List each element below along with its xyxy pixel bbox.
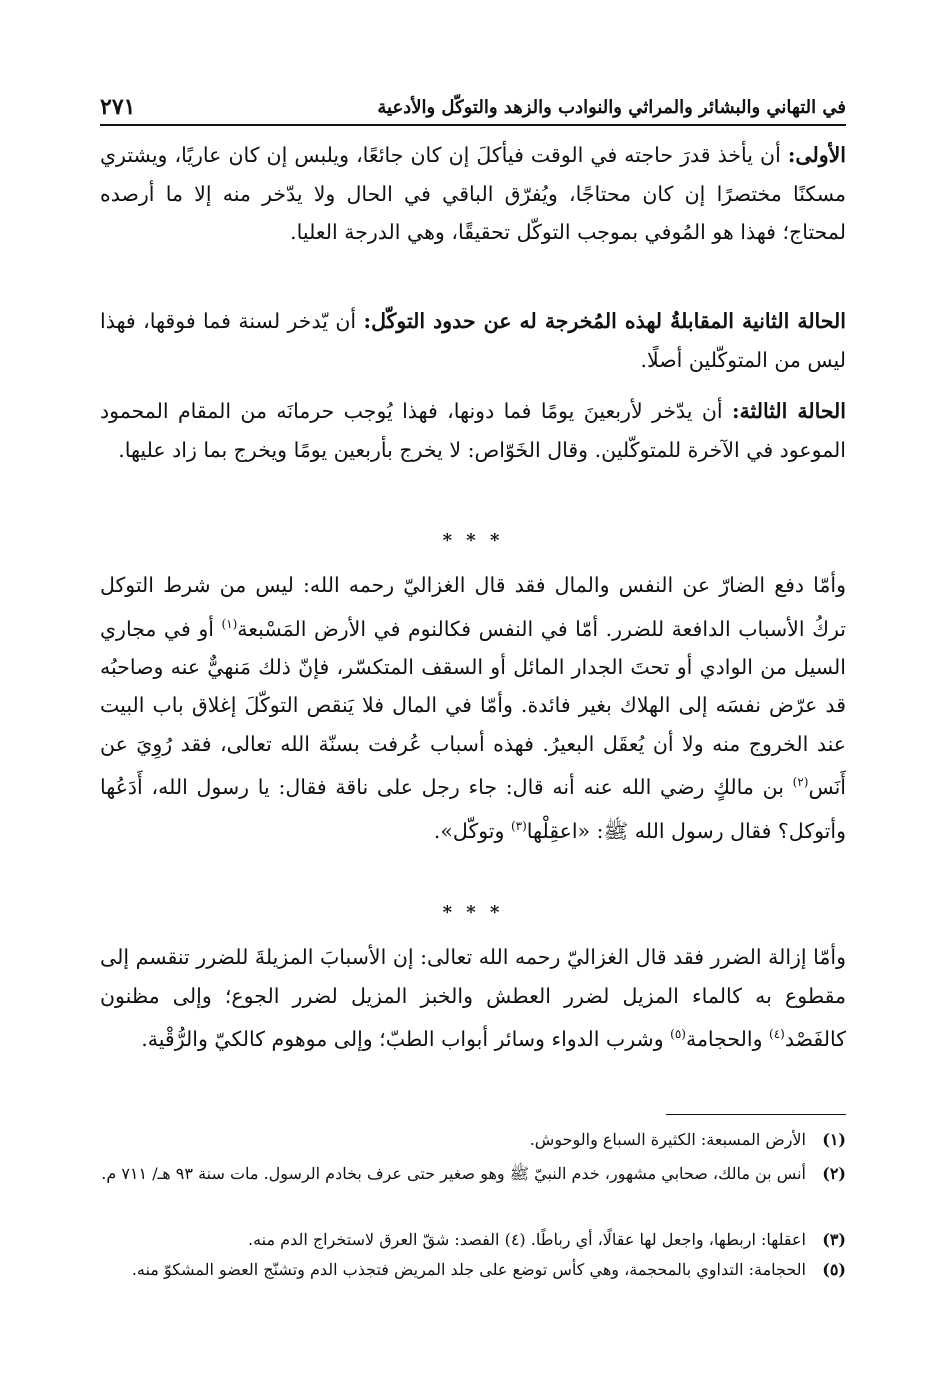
- footnote: [100, 1160, 846, 1188]
- paragraph-first-state: [100, 136, 846, 252]
- footnote-ref: (١): [221, 616, 238, 631]
- section-separator: * * *: [442, 902, 504, 923]
- footnote: [100, 1256, 846, 1284]
- footnote-number: (٣): [822, 1230, 846, 1249]
- paragraph-text: أو في مجاري السيل من الوادي أو تحتَ الجدار المائل أو السقف المتكسّر، فإنّ ذلك مَنهيٌّ عنه وصاحبُه قد عرّض نفسَه إلى الهلاك بغير فائدة. وأمّا في المال فلا يَنقص التوكّلَ إغلاق باب البيت عند الخروج منه ولا أن يُعقَل البعيرُ. فهذه أسباب عُرفت بسنّة الله تعالى، فقد رُوِيَ عن أَنَس: [100, 616, 846, 800]
- running-title: في التهاني والبشائر والمراثي والنوادب والزهد والتوكّل والأدعية: [377, 97, 846, 118]
- paragraph-third-state: [100, 392, 846, 469]
- paragraph-text: وشرب الدواء وسائر أبواب الطبّ؛ وإلى موهوم كالكيّ والرُّقْية.: [141, 1026, 671, 1051]
- page-number: ٢٧١: [100, 94, 136, 120]
- footnote-text: الحجامة: التداوي بالمحجمة، وهي كأس توضع على جلد المريض فتجذب الدم وتشنّج العضو المشكوّ منه.: [131, 1260, 806, 1279]
- footnote-rule: [666, 1114, 846, 1115]
- paragraph-removing-harm: [100, 938, 846, 1058]
- paragraph-lead: الحالة الثانية المقابلةُ لهذه المُخرجة له عن حدود التوكّل:: [363, 309, 846, 333]
- footnote-text: اعقلها: اربطها، واجعل لها عقالًا، أي رباطًا. (٤) الفصد: شقّ العرق لاستخراج الدم منه.: [247, 1230, 806, 1249]
- paragraph-text: بن مالكٍ رضي الله عنه أنه قال: جاء رجل على ناقة فقال: يا رسول الله، أَدَعُها وأتوكل؟ فقال رسول الله ﷺ: «اعقِلْها: [100, 775, 846, 843]
- footnote: [100, 1226, 846, 1254]
- footnote: [100, 1126, 846, 1154]
- paragraph-text: والحجامة: [685, 1026, 769, 1051]
- paragraph-text: أن يأخذ قدرَ حاجته في الوقت فيأكلَ إن كان جائعًا، ويلبس إن كان عاريًا، ويشتري مسكنًا مختصرًا إن كان محتاجًا، ويُفرّق الباقي في الحال ولا يدّخر منه إلا ما أرصده لمحتاج؛ فهذا هو المُوفي بموجب التوكّل تحقيقًا، وهي الدرجة العليا.: [100, 143, 846, 244]
- footnote-number: (١): [822, 1130, 846, 1149]
- paragraph-repelling-harm: [100, 566, 846, 850]
- page-header: [100, 84, 846, 126]
- footnote-text: أنس بن مالك، صحابي مشهور، خدم النبيّ ﷺ وهو صغير حتى عرف بخادم الرسول. مات سنة ٩٣ هـ/ ٧١١ م.: [101, 1164, 806, 1183]
- footnote-text: الأرض المسبعة: الكثيرة السباع والوحوش.: [529, 1130, 806, 1149]
- footnote-ref: (٢): [792, 775, 809, 790]
- footnote-number: (٢): [822, 1164, 846, 1183]
- paragraph-text: أن يدّخر لأربعينَ يومًا فما دونها، فهذا يُوجب حرمانَه من المقام المحمود الموعود في الآخرة للمتوكّلين. وقال الخَوّاص: لا يخرج بأربعين يومًا ويخرج بما زاد عليها.: [100, 399, 846, 462]
- paragraph-second-state: [100, 302, 846, 379]
- paragraph-text: وأمّا دفع الضارّ عن النفس والمال فقد قال الغزاليّ رحمه الله: ليس من شرط التوكل تركُ الأسباب الدافعة للضرر. أمّا في النفس فكالنوم في الأرض المَسْبعة: [100, 573, 846, 641]
- footnote-ref: (٣): [510, 818, 527, 833]
- paragraph-lead: الأولى:: [787, 143, 846, 167]
- paragraph-text: أن يّدخر لسنة فما فوقها، فهذا ليس من المتوكّلين أصلًا.: [100, 309, 846, 372]
- footnote-number: (٥): [822, 1260, 846, 1279]
- paragraph-lead: الحالة الثالثة:: [731, 399, 846, 423]
- footnote-ref: (٤): [769, 1027, 785, 1041]
- section-separator: * * *: [442, 530, 504, 551]
- footnote-ref: (٥): [670, 1027, 686, 1041]
- paragraph-text: وأمّا إزالة الضرر فقد قال الغزاليّ رحمه الله تعالى: إن الأسبابَ المزيلةَ للضرر تنقسم إلى مقطوع به كالماء المزيل لضرر العطش والخبز المزيل لضرر الجوع؛ وإلى مظنون كالفَصْد: [100, 945, 846, 1051]
- paragraph-text: وتوكّل».: [433, 818, 511, 843]
